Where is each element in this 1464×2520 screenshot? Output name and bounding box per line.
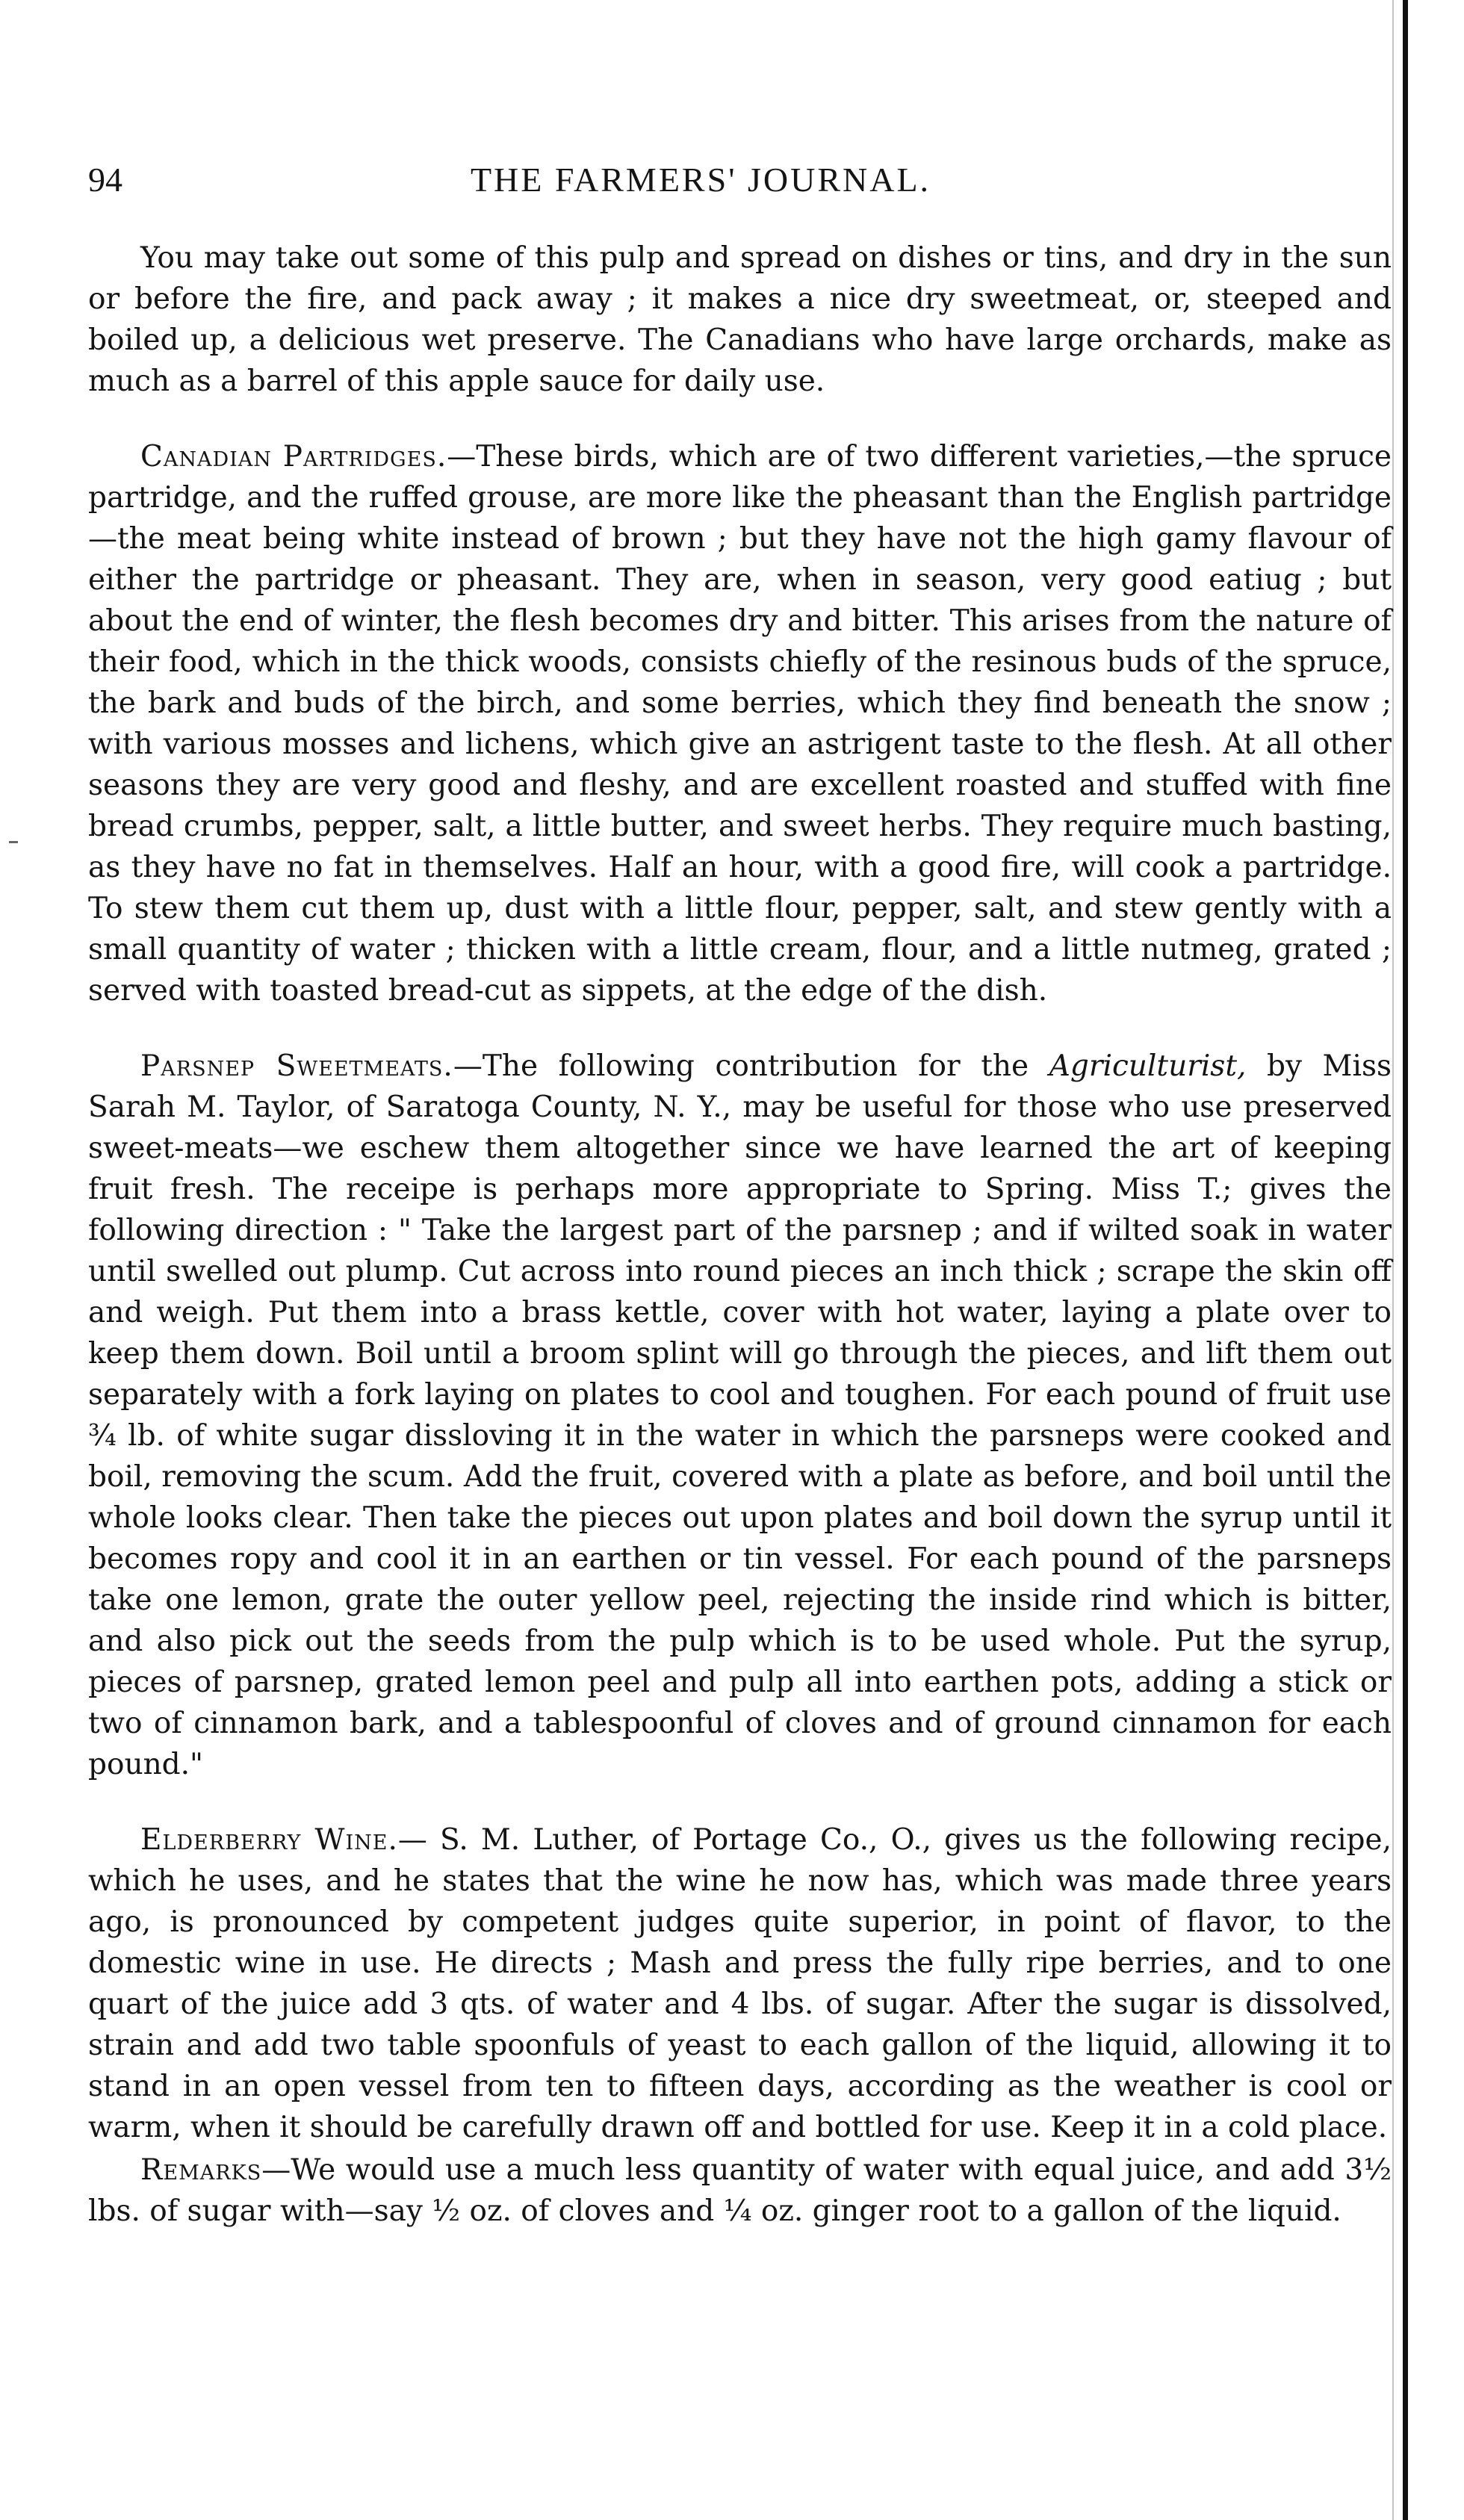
text-column	[88, 238, 1392, 2232]
paragraph-body: You may take out some of this pulp and spread on dishes or tins, and dry in the sun or before the fire, and pack away ; it makes a nice dry sweetmeat, or, steeped and boiled up, a delicious wet preserve. The Canadians who have large orchards, make as much as a barrel of this apple sauce for daily use.	[88, 241, 1392, 398]
publication-title: Agriculturist,	[1049, 1049, 1247, 1083]
paragraph-remarks	[88, 2150, 1392, 2232]
paragraph-parsnep-sweetmeats	[88, 1046, 1392, 1785]
paragraph-body-start: —The following contribution for the	[453, 1049, 1049, 1083]
paragraph-body: —These birds, which are of two different varieties,—the spruce partridge, and the ruffed grouse, are more like the pheasant than the English partridge—the meat being white instead of brown ; but they have not the high gamy flavour of either the partridge or pheasant. They are, when in season, very good eatiug ; but about the end of winter, the flesh becomes dry and bitter. This arises from the nature of their food, which in the thick woods, consists chiefly of the resinous buds of the spruce, the bark and buds of the birch, and some berries, which they find beneath the snow ; with various mosses and lichens, which give an astrigent taste to the flesh. At all other seasons they are very good and fleshy, and are excellent roasted and stuffed with fine bread crumbs, pepper, salt, a little butter, and sweet herbs. They require much basting, as they have no fat in themselves. Half an hour, with a good fire, will cook a partridge. To stew them cut them up, dust with a little flour, pepper, salt, and stew gently with a small quantity of water ; thicken with a little cream, flour, and a little nutmeg, grated ; served with toasted bread-cut as sippets, at the edge of the dish.	[88, 440, 1392, 1008]
paragraph-apple-sauce	[88, 238, 1392, 402]
paragraph-elderberry-wine	[88, 1819, 1392, 2148]
page-number: 94	[88, 161, 122, 199]
section-heading: Elderberry Wine.	[140, 1823, 398, 1857]
running-title: THE FARMERS' JOURNAL.	[470, 161, 931, 199]
section-heading: Canadian Partridges.	[140, 440, 447, 474]
paragraph-body: —We would use a much less quantity of water with equal juice, and add 3½ lbs. of sugar with—say ½ oz. of cloves and ¼ oz. ginger root to a gallon of the liquid.	[88, 2153, 1392, 2228]
margin-mark	[9, 841, 18, 843]
paragraph-canadian-partridges	[88, 436, 1392, 1011]
paragraph-body: — S. M. Luther, of Portage Co., O., gives us the following recipe, which he uses, and he states that the wine he now has, which was made three years ago, is pronounced by competent judges quite superior, in point of flavor, to the domestic wine in use. He directs ; Mash and press the fully ripe berries, and to one quart of the juice add 3 qts. of water and 4 lbs. of sugar. After the sugar is dissolved, strain and add two table spoonfuls of yeast to each gallon of the liquid, allowing it to stand in an open vessel from ten to fifteen days, according as the weather is cool or warm, when it should be carefully drawn off and bottled for use. Keep it in a cold place.	[88, 1823, 1392, 2144]
paragraph-body-rest: by Miss Sarah M. Taylor, of Saratoga County, N. Y., may be useful for those who use preserved sweet-meats—we eschew them altogether since we have learned the art of keeping fruit fresh. The receipe is perhaps more appropriate to Spring. Miss T.; gives the following direction : " Take the largest part of the parsnep ; and if wilted soak in water until swelled out plump. Cut across into round pieces an inch thick ; scrape the skin off and weigh. Put them into a brass kettle, cover with hot water, laying a plate over to keep them down. Boil until a broom splint will go through the pieces, and lift them out separately with a fork laying on plates to cool and toughen. For each pound of fruit use ¾ lb. of white sugar dissloving it in the water in which the parsneps were cooked and boil, removing the scum. Add the fruit, covered with a plate as before, and boil until the whole looks clear. Then take the pieces out upon plates and boil down the syrup until it becomes ropy and cool it in an earthen or tin vessel. For each pound of the parsneps take one lemon, grate the outer yellow peel, rejecting the inside rind which is bitter, and also pick out the seeds from the pulp which is to be used whole. Put the syrup, pieces of parsnep, grated lemon peel and pulp all into earthen pots, adding a stick or two of cinnamon bark, and a tablespoonful of cloves and of ground cinnamon for each pound."	[88, 1049, 1392, 1781]
page-edge-shadow	[1392, 0, 1394, 2520]
page-header	[88, 160, 1313, 212]
section-heading: Parsnep Sweetmeats.	[140, 1049, 453, 1083]
page-edge-rule	[1403, 0, 1408, 2520]
section-heading: Remarks	[140, 2153, 262, 2187]
